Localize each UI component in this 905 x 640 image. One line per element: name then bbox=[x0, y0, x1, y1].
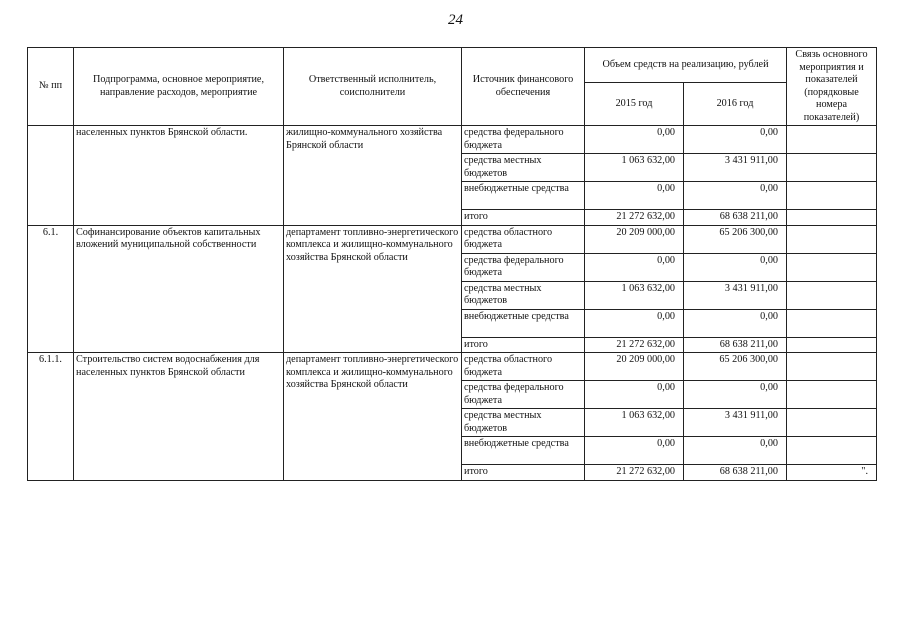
link-cell bbox=[787, 182, 877, 210]
amount-2016: 3 431 911,00 bbox=[684, 154, 787, 182]
table-row bbox=[28, 353, 877, 381]
section-executor: жилищно-коммунального хозяйства Брянской области bbox=[284, 126, 462, 226]
section-name: Софинансирование объектов капитальных вложений муниципальной собственности bbox=[74, 225, 284, 353]
link-cell bbox=[787, 225, 877, 253]
total-2015: 21 272 632,00 bbox=[585, 210, 684, 226]
total-label: итого bbox=[462, 337, 585, 353]
amount-2015: 20 209 000,00 bbox=[585, 225, 684, 253]
total-link bbox=[787, 210, 877, 226]
funding-source: средства областного бюджета bbox=[462, 225, 585, 253]
header-2015: 2015 год bbox=[585, 82, 684, 125]
amount-2015: 0,00 bbox=[585, 182, 684, 210]
link-cell bbox=[787, 253, 877, 281]
amount-2016: 0,00 bbox=[684, 437, 787, 465]
page-number: 24 bbox=[448, 12, 463, 28]
funding-source: средства федерального бюджета bbox=[462, 381, 585, 409]
amount-2016: 3 431 911,00 bbox=[684, 281, 787, 309]
section-executor: департамент топливно-энергетического комплекса и жилищно-коммунального хозяйства Брянской области bbox=[284, 225, 462, 353]
funding-source: средства областного бюджета bbox=[462, 353, 585, 381]
amount-2016: 0,00 bbox=[684, 182, 787, 210]
header-no: № пп bbox=[28, 48, 74, 126]
header-2016: 2016 год bbox=[684, 82, 787, 125]
total-2016: 68 638 211,00 bbox=[684, 465, 787, 481]
section-name: населенных пунктов Брянской области. bbox=[74, 126, 284, 226]
link-cell bbox=[787, 281, 877, 309]
amount-2015: 1 063 632,00 bbox=[585, 409, 684, 437]
funding-source: средства федерального бюджета bbox=[462, 253, 585, 281]
header-executor: Ответственный исполнитель, соисполнители bbox=[284, 48, 462, 126]
link-cell bbox=[787, 437, 877, 465]
total-2016: 68 638 211,00 bbox=[684, 337, 787, 353]
amount-2016: 0,00 bbox=[684, 126, 787, 154]
total-link bbox=[787, 337, 877, 353]
funding-source: внебюджетные средства bbox=[462, 309, 585, 337]
header-link: Связь основного мероприятия и показателей (порядковые номера показателей) bbox=[787, 48, 877, 126]
amount-2016: 0,00 bbox=[684, 309, 787, 337]
section-executor: департамент топливно-энергетического комплекса и жилищно-коммунального хозяйства Брянской области bbox=[284, 353, 462, 481]
header-volume: Объем средств на реализацию, рублей bbox=[585, 48, 787, 83]
table-row bbox=[28, 126, 877, 154]
section-name: Строительство систем водоснабжения для населенных пунктов Брянской области bbox=[74, 353, 284, 481]
amount-2015: 1 063 632,00 bbox=[585, 154, 684, 182]
amount-2015: 0,00 bbox=[585, 309, 684, 337]
funding-source: средства местных бюджетов bbox=[462, 281, 585, 309]
header-source: Источник финансового обеспечения bbox=[462, 48, 585, 126]
funding-source: внебюджетные средства bbox=[462, 437, 585, 465]
amount-2016: 0,00 bbox=[684, 253, 787, 281]
link-cell bbox=[787, 381, 877, 409]
total-2016: 68 638 211,00 bbox=[684, 210, 787, 226]
link-cell bbox=[787, 126, 877, 154]
total-2015: 21 272 632,00 bbox=[585, 337, 684, 353]
total-label: итого bbox=[462, 465, 585, 481]
amount-2015: 0,00 bbox=[585, 437, 684, 465]
link-cell bbox=[787, 309, 877, 337]
link-cell bbox=[787, 409, 877, 437]
amount-2015: 1 063 632,00 bbox=[585, 281, 684, 309]
amount-2016: 65 206 300,00 bbox=[684, 225, 787, 253]
amount-2016: 0,00 bbox=[684, 381, 787, 409]
funding-source: средства местных бюджетов bbox=[462, 154, 585, 182]
link-cell bbox=[787, 154, 877, 182]
amount-2015: 0,00 bbox=[585, 126, 684, 154]
total-2015: 21 272 632,00 bbox=[585, 465, 684, 481]
section-number bbox=[28, 126, 74, 226]
amount-2015: 0,00 bbox=[585, 253, 684, 281]
header-subprogram: Подпрограмма, основное мероприятие, направление расходов, мероприятие bbox=[74, 48, 284, 126]
table-row bbox=[28, 225, 877, 253]
link-cell bbox=[787, 353, 877, 381]
table-header bbox=[28, 48, 877, 126]
total-link: ". bbox=[787, 465, 877, 481]
amount-2015: 0,00 bbox=[585, 381, 684, 409]
amount-2016: 3 431 911,00 bbox=[684, 409, 787, 437]
amount-2015: 20 209 000,00 bbox=[585, 353, 684, 381]
funding-source: средства местных бюджетов bbox=[462, 409, 585, 437]
budget-table bbox=[27, 47, 877, 481]
total-label: итого bbox=[462, 210, 585, 226]
funding-source: средства федерального бюджета bbox=[462, 126, 585, 154]
funding-source: внебюджетные средства bbox=[462, 182, 585, 210]
section-number: 6.1.1. bbox=[28, 353, 74, 481]
section-number: 6.1. bbox=[28, 225, 74, 353]
amount-2016: 65 206 300,00 bbox=[684, 353, 787, 381]
table-body bbox=[28, 126, 877, 481]
